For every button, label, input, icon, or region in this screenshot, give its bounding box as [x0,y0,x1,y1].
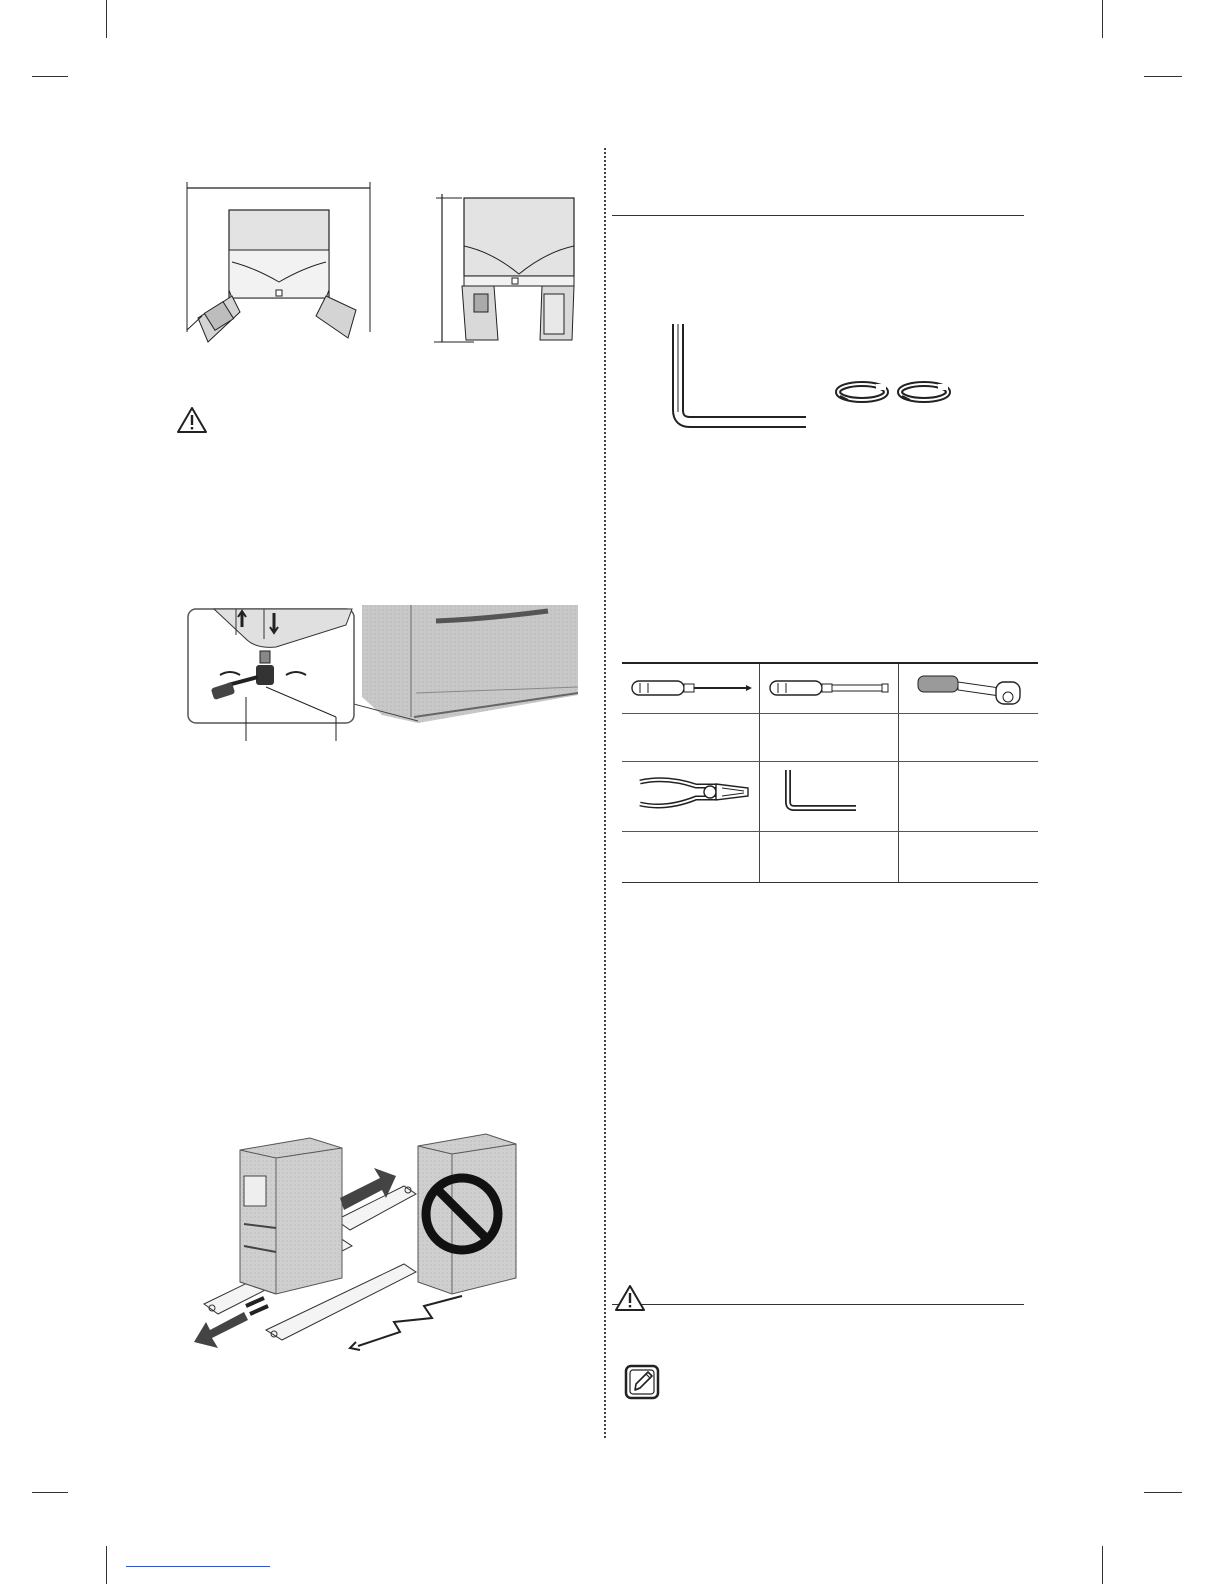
fridge-top-view-width [180,182,380,350]
note-pencil-icon [624,1364,660,1400]
column-divider [604,148,606,1438]
footer-link-underline[interactable] [126,1566,270,1567]
moving-fridge-illustration [190,1128,526,1358]
section-rule [612,1304,1024,1305]
warning-triangle-icon [614,1284,646,1312]
crop-mark [1144,76,1182,77]
allen-wrench-parts-illustration [672,320,962,432]
warning-triangle-icon [176,406,208,434]
crop-mark [1102,1546,1103,1584]
crop-mark [32,1492,68,1493]
section-rule [612,215,1024,216]
crop-mark [32,76,68,77]
leveling-leg-illustration [186,605,578,743]
pliers-icon [636,770,754,814]
crop-mark [106,1546,107,1584]
tools-table [622,662,1038,883]
crop-mark [1102,0,1103,38]
crop-mark [106,0,107,38]
crop-mark [1144,1492,1182,1493]
flat-screwdriver-icon [768,678,892,698]
fridge-front-view-height [432,190,584,350]
phillips-screwdriver-icon [630,678,754,698]
allen-wrench-icon [780,768,860,812]
socket-wrench-icon [912,670,1028,710]
